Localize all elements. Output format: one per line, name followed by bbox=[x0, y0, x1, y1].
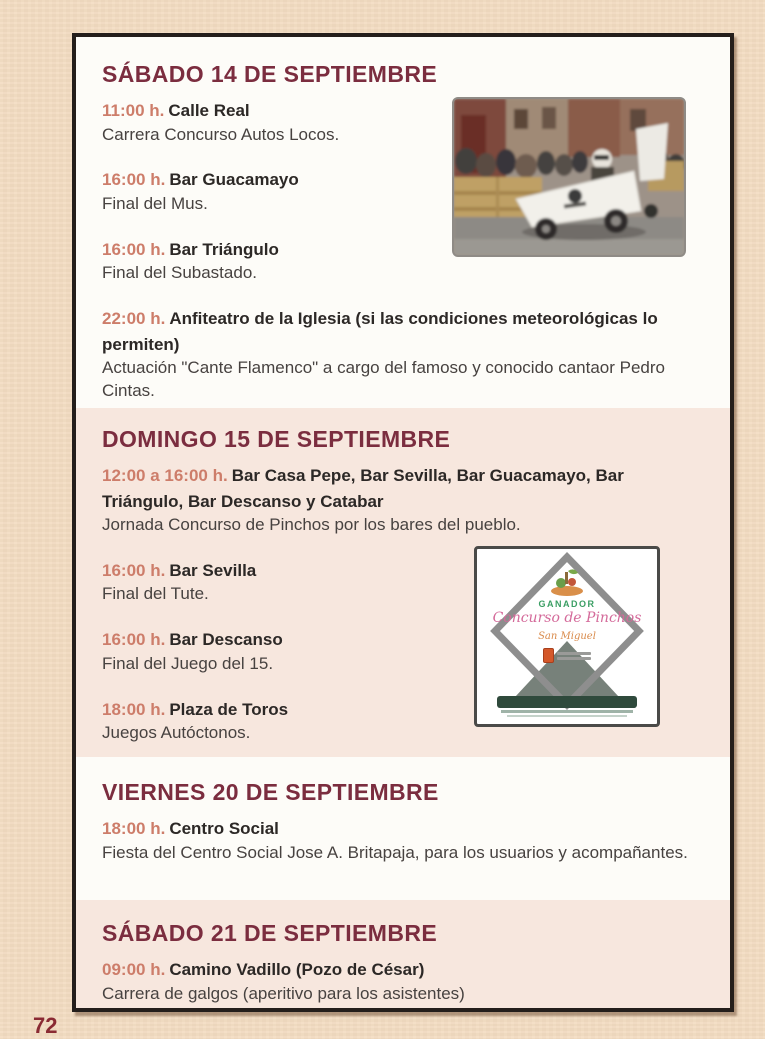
event-time: 18:00 h. bbox=[102, 699, 166, 719]
event-time: 16:00 h. bbox=[102, 560, 166, 580]
event-venue: Bar Casa Pepe, Bar Sevilla, Bar Guacamayo, Bar Triángulo, Bar Descanso y Catabar bbox=[102, 466, 624, 511]
event-time: 16:00 h. bbox=[102, 170, 166, 190]
event-time: 12:00 a 16:00 h. bbox=[102, 466, 228, 485]
event-venue: Centro Social bbox=[169, 819, 279, 838]
event-entry bbox=[102, 463, 704, 537]
section-viernes-20 bbox=[76, 757, 730, 900]
event-venue: Bar Descanso bbox=[169, 630, 283, 650]
event-time: 11:00 h. bbox=[102, 101, 165, 120]
event-time: 09:00 h. bbox=[102, 960, 166, 979]
event-entry bbox=[102, 816, 704, 864]
autos-locos-race-photo bbox=[452, 97, 686, 257]
day-title: SÁBADO 21 DE SEPTIEMBRE bbox=[102, 920, 438, 946]
logo-emblem bbox=[543, 648, 554, 663]
day-title: VIERNES 20 DE SEPTIEMBRE bbox=[102, 779, 439, 805]
event-description: Fiesta del Centro Social Jose A. Britapaja, para los usuarios y acompañantes. bbox=[102, 842, 688, 862]
ayuntamiento-logo-icon bbox=[543, 648, 591, 663]
pinchos-trophy-photo bbox=[474, 546, 660, 727]
event-description: Carrera de galgos (aperitivo para los asistentes) bbox=[102, 983, 465, 1003]
event-time: 16:00 h. bbox=[102, 239, 166, 259]
event-venue: Bar Guacamayo bbox=[169, 170, 299, 190]
logo-text-bars bbox=[557, 652, 591, 660]
event-description: Jornada Concurso de Pinchos por los bares del pueblo. bbox=[102, 515, 521, 534]
page-number: 72 bbox=[33, 1013, 58, 1038]
event-description: Final del Mus. bbox=[102, 193, 208, 213]
event-venue: Anfiteatro de la Iglesia (si las condiciones meteorológicas lo permiten) bbox=[102, 309, 658, 354]
day-title: DOMINGO 15 DE SEPTIEMBRE bbox=[102, 426, 451, 452]
event-description: Final del Subastado. bbox=[102, 263, 257, 283]
section-sabado-21 bbox=[76, 900, 730, 1008]
trophy-line-concurso: Concurso de Pinchos bbox=[492, 610, 642, 626]
event-description: Final del Juego del 15. bbox=[102, 653, 274, 673]
trophy-illustration bbox=[477, 549, 657, 724]
event-description: Actuación "Cante Flamenco" a cargo del famoso y conocido cantaor Pedro Cintas. bbox=[102, 358, 665, 401]
race-photo-illustration bbox=[454, 99, 684, 255]
event-venue: Bar Triángulo bbox=[169, 239, 279, 259]
event-time: 16:00 h. bbox=[102, 630, 166, 650]
event-description: Juegos Autóctonos. bbox=[102, 723, 251, 743]
day-title: SÁBADO 14 DE SEPTIEMBRE bbox=[102, 61, 438, 87]
event-venue: Calle Real bbox=[168, 101, 250, 120]
program-card bbox=[72, 33, 734, 1012]
event-time: 22:00 h. bbox=[102, 309, 166, 329]
event-venue: Camino Vadillo (Pozo de César) bbox=[169, 960, 425, 979]
event-entry bbox=[102, 957, 704, 1005]
event-venue: Plaza de Toros bbox=[169, 699, 289, 719]
event-entry bbox=[102, 306, 704, 403]
trophy-line-san-miguel: San Miguel bbox=[538, 631, 596, 642]
event-time: 18:00 h. bbox=[102, 819, 166, 838]
trophy-line-ganador: GANADOR bbox=[538, 599, 596, 609]
event-description: Final del Tute. bbox=[102, 584, 209, 604]
event-description: Carrera Concurso Autos Locos. bbox=[102, 124, 340, 144]
event-venue: Bar Sevilla bbox=[169, 560, 257, 580]
